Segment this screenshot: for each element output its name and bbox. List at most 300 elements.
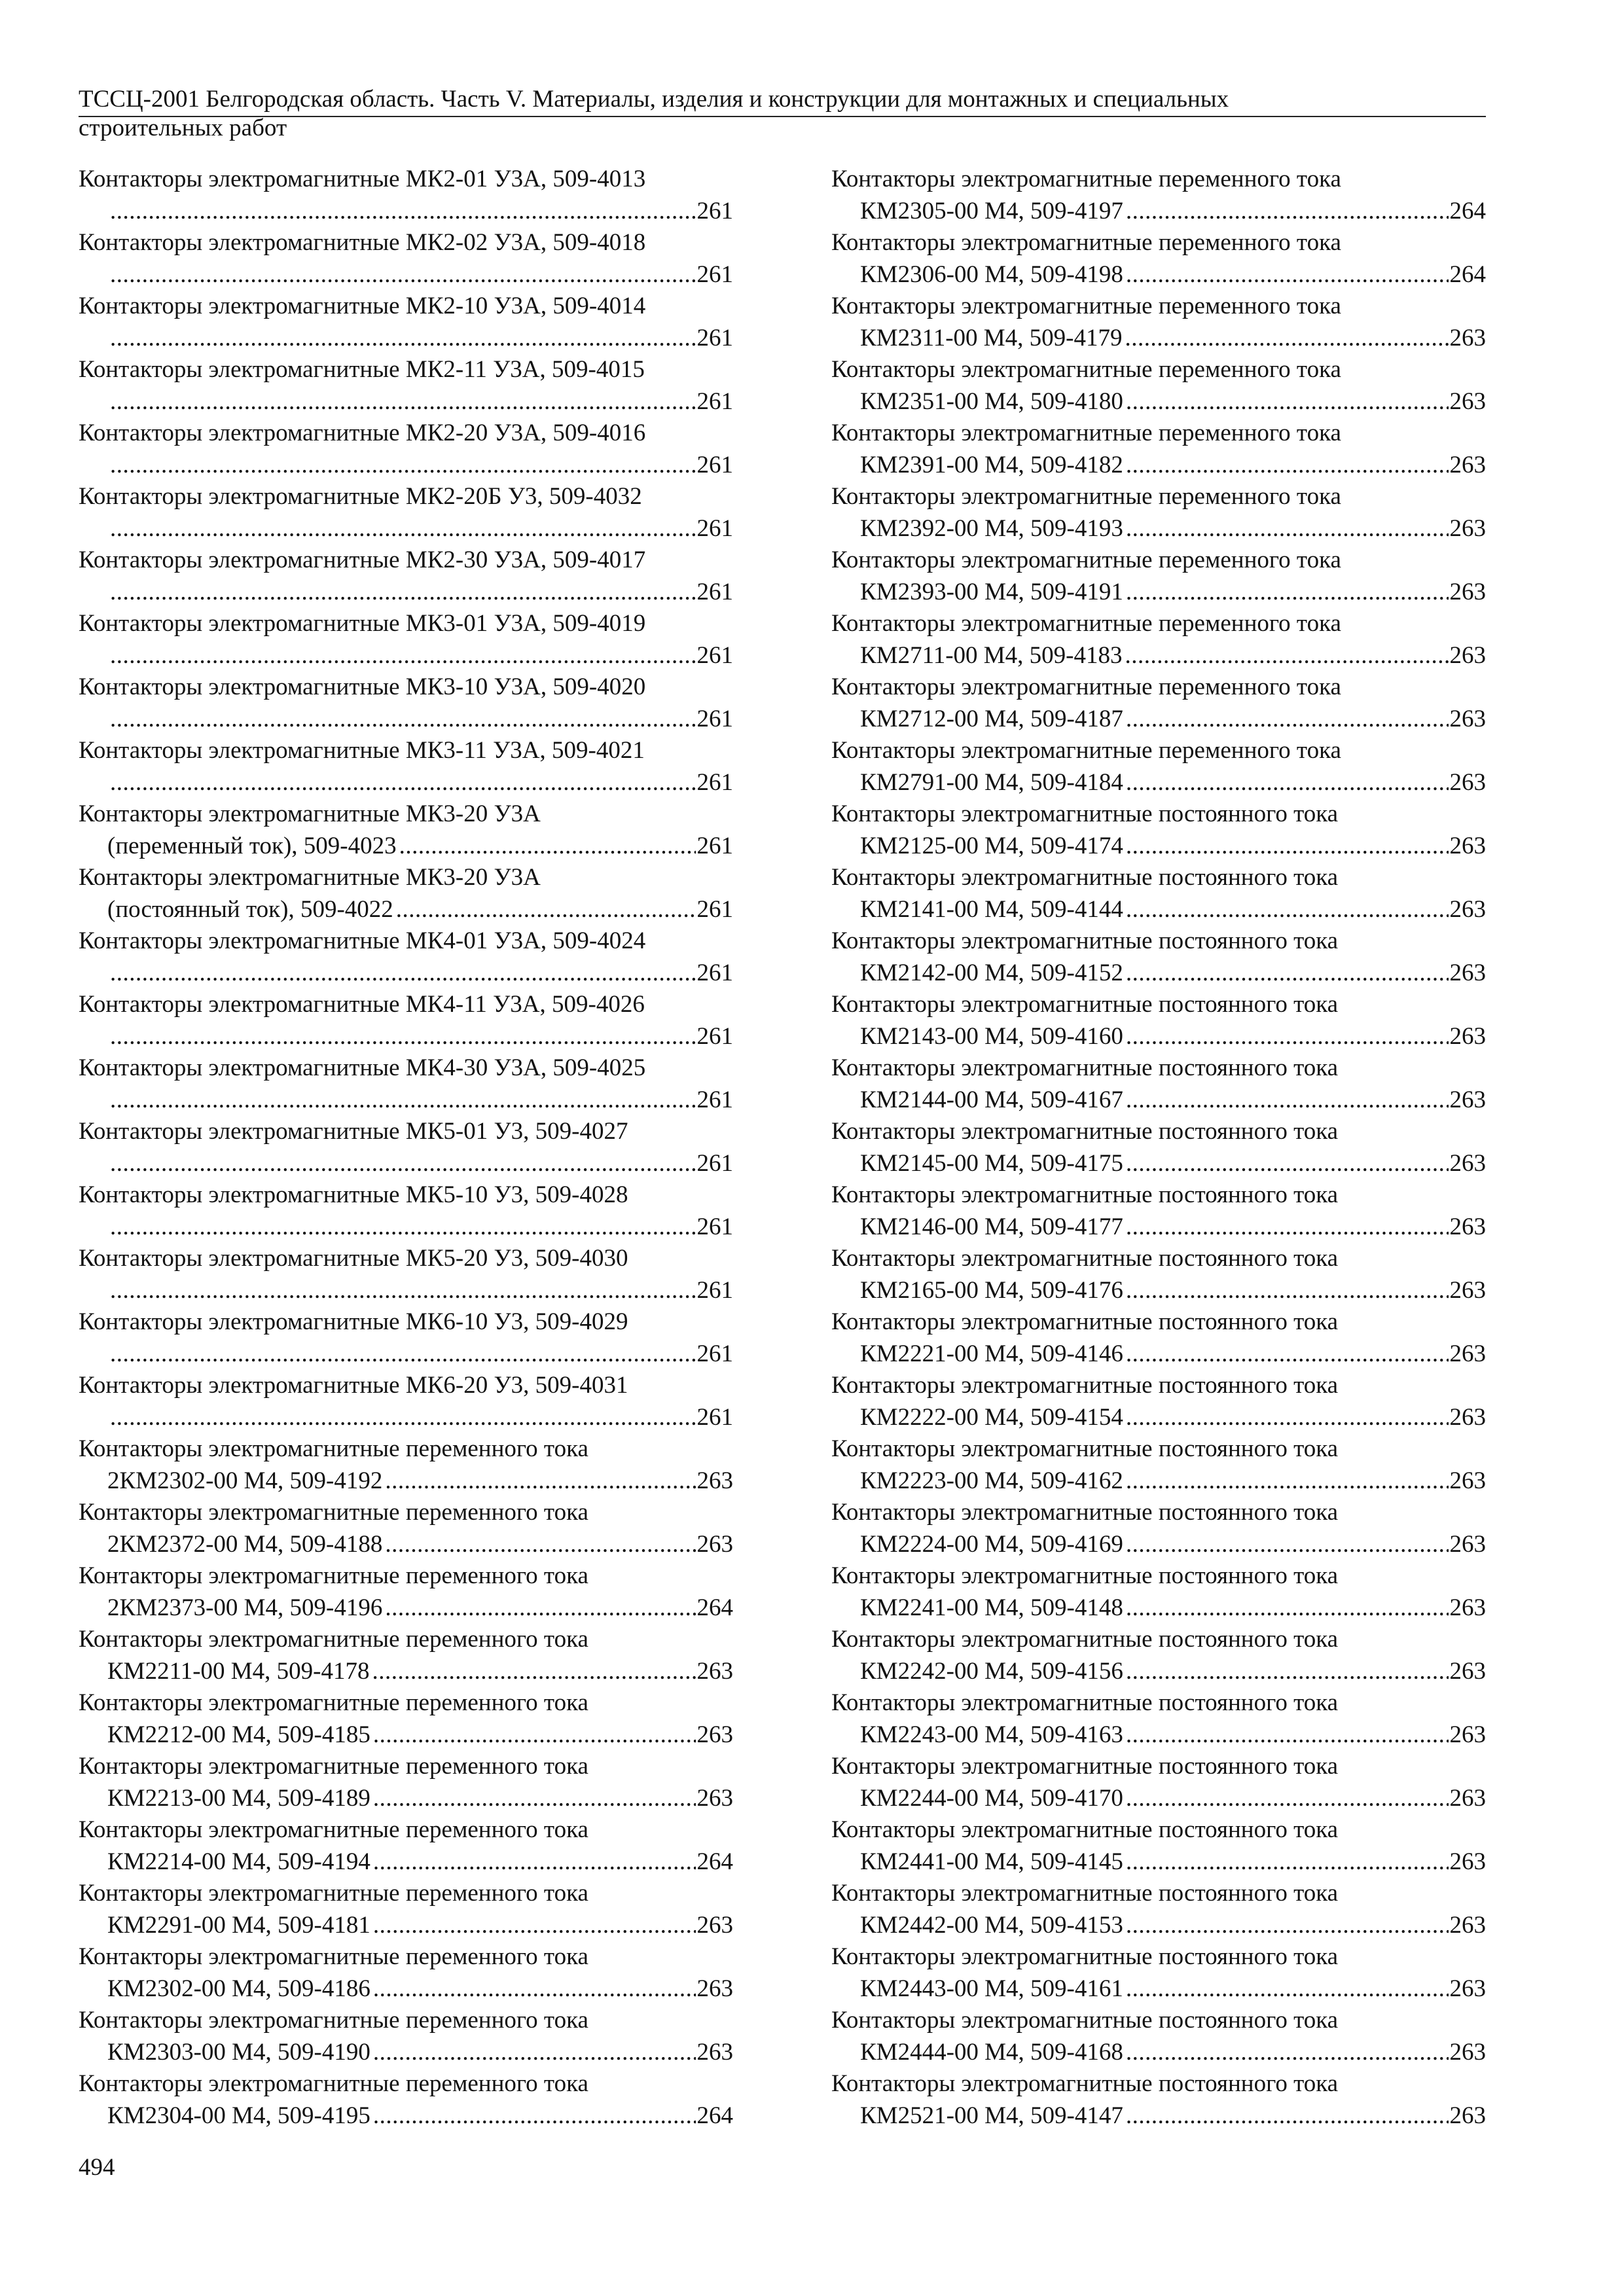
entry-title: Контакторы электромагнитные постоянного тока <box>831 1689 1339 1716</box>
entry-page-number: 261 <box>696 324 733 351</box>
entry-title: Контакторы электромагнитные постоянного тока <box>831 1308 1339 1335</box>
entry-page-number: 263 <box>1449 768 1486 796</box>
entry-designation: КМ2146-00 М4, 509-4177 <box>860 1213 1123 1240</box>
entry-leader-line <box>831 2100 1486 2132</box>
dot-leader <box>1126 1592 1449 1624</box>
entry-title: Контакторы электромагнитные переменного тока <box>79 1435 588 1462</box>
dot-leader <box>373 1846 696 1878</box>
entry-page-number: 261 <box>696 578 733 605</box>
entry-leader-line <box>79 450 733 482</box>
entry-leader-line <box>79 386 733 418</box>
index-entry <box>79 1814 733 1878</box>
entry-page-number: 264 <box>1449 260 1486 288</box>
entry-leader-line <box>831 1021 1486 1053</box>
dot-leader <box>110 259 696 291</box>
entry-leader-line <box>831 1656 1486 1688</box>
index-entry <box>831 1497 1486 1560</box>
entry-designation: КМ2243-00 М4, 509-4163 <box>860 1721 1123 1748</box>
entry-designation: КМ2306-00 М4, 509-4198 <box>860 260 1123 288</box>
entry-leader-line <box>79 704 733 736</box>
entry-title: Контакторы электромагнитные переменного тока <box>79 1943 588 1970</box>
entry-leader-line <box>831 1910 1486 1942</box>
index-entry <box>79 608 733 672</box>
entry-designation: 2КМ2302-00 М4, 509-4192 <box>107 1467 383 1494</box>
entry-leader-line <box>831 196 1486 228</box>
index-entry <box>79 354 733 418</box>
entry-title: Контакторы электромагнитные МК2-10 У3А, 509-4014 <box>79 293 646 319</box>
entry-title: Контакторы электромагнитные МК2-02 У3А, 509-4018 <box>79 229 646 256</box>
entry-leader-line <box>831 1719 1486 1751</box>
entry-title: Контакторы электромагнитные переменного тока <box>79 1816 588 1843</box>
entry-title: Контакторы электромагнитные переменного тока <box>79 2007 588 2034</box>
index-entry <box>79 1878 733 1941</box>
entry-leader-line <box>79 1211 733 1244</box>
entry-designation: КМ2144-00 М4, 509-4167 <box>860 1086 1123 1113</box>
index-entry <box>79 925 733 989</box>
entry-leader-line <box>79 831 733 863</box>
entry-leader-line <box>79 1148 733 1180</box>
entry-leader-line <box>831 958 1486 990</box>
entry-page-number: 263 <box>696 1911 733 1939</box>
entry-leader-line <box>79 1275 733 1307</box>
dot-leader <box>1126 196 1449 228</box>
index-entry <box>79 672 733 735</box>
entry-leader-line <box>831 894 1486 926</box>
entry-page-number: 263 <box>1449 1276 1486 1304</box>
index-column-right <box>831 164 1486 2132</box>
entry-leader-line <box>831 1338 1486 1371</box>
dot-leader <box>1125 323 1449 355</box>
dot-leader <box>1126 1719 1449 1751</box>
dot-leader <box>373 1973 696 2005</box>
entry-page-number: 263 <box>1449 1022 1486 1050</box>
dot-leader <box>110 323 696 355</box>
entry-title: Контакторы электромагнитные МК2-20 У3А, 509-4016 <box>79 420 646 446</box>
dot-leader <box>1125 640 1449 672</box>
entry-page-number: 261 <box>696 1022 733 1050</box>
header-rule <box>79 116 1486 117</box>
entry-leader-line <box>831 704 1486 736</box>
entry-leader-line <box>79 577 733 609</box>
index-entry <box>79 291 733 354</box>
index-entry <box>79 1052 733 1116</box>
index-entry <box>831 1052 1486 1116</box>
entry-title: Контакторы электромагнитные переменного тока <box>79 1626 588 1653</box>
entry-leader-line <box>831 323 1486 355</box>
entry-leader-line <box>831 1973 1486 2005</box>
dot-leader <box>110 1211 696 1244</box>
entry-designation: КМ2291-00 М4, 509-4181 <box>107 1911 370 1939</box>
entry-title: Контакторы электромагнитные МК2-20Б У3, 509-4032 <box>79 483 642 510</box>
entry-title: Контакторы электромагнитные постоянного тока <box>831 1816 1339 1843</box>
entry-designation: КМ2223-00 М4, 509-4162 <box>860 1467 1123 1494</box>
entry-page-number: 261 <box>696 641 733 669</box>
dot-leader <box>399 831 696 863</box>
entry-designation: КМ2145-00 М4, 509-4175 <box>860 1149 1123 1177</box>
entry-title: Контакторы электромагнитные МК3-11 У3А, 509-4021 <box>79 737 645 764</box>
entry-leader-line <box>831 1211 1486 1244</box>
entry-title: Контакторы электромагнитные переменного тока <box>79 1499 588 1526</box>
entry-designation: КМ2311-00 М4, 509-4179 <box>860 324 1123 351</box>
entry-leader-line <box>79 1783 733 1815</box>
entry-page-number: 263 <box>1449 1403 1486 1431</box>
entry-title: Контакторы электромагнитные МК5-20 У3, 509-4030 <box>79 1245 628 1272</box>
entry-designation: КМ2391-00 М4, 509-4182 <box>860 451 1123 478</box>
entry-page-number: 263 <box>1449 1340 1486 1367</box>
entry-title: Контакторы электромагнитные постоянного тока <box>831 1499 1339 1526</box>
index-entry <box>831 545 1486 608</box>
entry-page-number: 261 <box>696 832 733 859</box>
entry-page-number: 263 <box>696 1784 733 1812</box>
index-entry <box>79 1497 733 1560</box>
entry-title: Контакторы электромагнитные переменного тока <box>79 1562 588 1589</box>
entry-page-number: 264 <box>696 1594 733 1621</box>
entry-page-number: 263 <box>696 1975 733 2002</box>
entry-title: Контакторы электромагнитные постоянного тока <box>831 1181 1339 1208</box>
entry-page-number: 261 <box>696 260 733 288</box>
index-entry <box>831 1560 1486 1624</box>
entry-designation: КМ2211-00 М4, 509-4178 <box>107 1657 370 1685</box>
index-entry <box>831 1179 1486 1243</box>
header-title-line2: строительных работ <box>79 115 287 141</box>
entry-title: Контакторы электромагнитные МК6-10 У3, 509-4029 <box>79 1308 628 1335</box>
index-entry <box>79 735 733 798</box>
index-entry <box>831 1243 1486 1306</box>
index-entry <box>831 2005 1486 2068</box>
dot-leader <box>373 2100 696 2132</box>
entry-leader-line <box>831 767 1486 799</box>
entry-title: Контакторы электромагнитные постоянного тока <box>831 927 1339 954</box>
dot-leader <box>1126 831 1449 863</box>
entry-leader-line <box>79 1085 733 1117</box>
entry-title: Контакторы электромагнитные переменного тока <box>79 2070 588 2097</box>
entry-page-number: 261 <box>696 1149 733 1177</box>
entry-page-number: 263 <box>1449 832 1486 859</box>
entry-leader-line <box>79 1656 733 1688</box>
dot-leader <box>396 894 696 926</box>
index-entry <box>831 1814 1486 1878</box>
index-entry <box>831 989 1486 1052</box>
header-title-line1: ТССЦ-2001 Белгородская область. Часть V. Материалы, изделия и конструкции для монтажных и специальных <box>79 86 1229 113</box>
dot-leader <box>1126 2100 1449 2132</box>
entry-title: Контакторы электромагнитные постоянного тока <box>831 1054 1339 1081</box>
entry-page-number: 263 <box>1449 1911 1486 1939</box>
entry-title: Контакторы электромагнитные постоянного тока <box>831 1626 1339 1653</box>
dot-leader <box>110 450 696 482</box>
entry-designation: КМ2392-00 М4, 509-4193 <box>860 514 1123 542</box>
index-entry <box>79 1306 733 1370</box>
dot-leader <box>1126 1783 1449 1815</box>
entry-designation: КМ2242-00 М4, 509-4156 <box>860 1657 1123 1685</box>
entry-designation: (постоянный ток), 509-4022 <box>107 895 393 923</box>
entry-designation: КМ2303-00 М4, 509-4190 <box>107 2038 370 2066</box>
entry-title: Контакторы электромагнитные МК4-30 У3А, 509-4025 <box>79 1054 646 1081</box>
entry-designation: КМ2521-00 М4, 509-4147 <box>860 2102 1123 2129</box>
entry-page-number: 261 <box>696 1086 733 1113</box>
dot-leader <box>1126 1148 1449 1180</box>
dot-leader <box>385 1465 695 1498</box>
dot-leader <box>1126 1846 1449 1878</box>
entry-leader-line <box>831 640 1486 672</box>
index-entry <box>831 672 1486 735</box>
entry-designation: КМ2351-00 М4, 509-4180 <box>860 387 1123 415</box>
index-entry <box>79 1560 733 1624</box>
index-entry <box>79 1751 733 1814</box>
entry-title: Контакторы электромагнитные переменного тока <box>831 483 1341 510</box>
index-entry <box>79 1433 733 1497</box>
index-entry <box>79 989 733 1052</box>
entry-title: Контакторы электромагнитные МК3-01 У3А, 509-4019 <box>79 610 646 637</box>
dot-leader <box>1126 1338 1449 1371</box>
dot-leader <box>385 1529 695 1561</box>
dot-leader <box>1126 1021 1449 1053</box>
entry-title: Контакторы электромагнитные МК2-11 У3А, 509-4015 <box>79 356 645 383</box>
entry-title: Контакторы электромагнитные постоянного тока <box>831 1753 1339 1780</box>
entry-leader-line <box>831 1846 1486 1878</box>
entry-designation: КМ2791-00 М4, 509-4184 <box>860 768 1123 796</box>
entry-designation: КМ2143-00 М4, 509-4160 <box>860 1022 1123 1050</box>
entry-title: Контакторы электромагнитные постоянного тока <box>831 1118 1339 1145</box>
dot-leader <box>110 1148 696 1180</box>
entry-leader-line <box>79 640 733 672</box>
entry-designation: КМ2224-00 М4, 509-4169 <box>860 1530 1123 1558</box>
index-entry <box>831 735 1486 798</box>
entry-leader-line <box>831 1275 1486 1307</box>
dot-leader <box>110 196 696 228</box>
entry-title: Контакторы электромагнитные постоянного тока <box>831 1943 1339 1970</box>
running-header <box>79 85 1486 143</box>
entry-page-number: 264 <box>696 1848 733 1875</box>
entry-page-number: 263 <box>1449 2102 1486 2129</box>
dot-leader <box>110 513 696 545</box>
entry-leader-line <box>831 450 1486 482</box>
entry-leader-line <box>831 513 1486 545</box>
entry-title: Контакторы электромагнитные переменного тока <box>831 229 1341 256</box>
entry-page-number: 263 <box>1449 578 1486 605</box>
entry-leader-line <box>79 196 733 228</box>
entry-leader-line <box>79 1910 733 1942</box>
entry-page-number: 263 <box>1449 1721 1486 1748</box>
entry-leader-line <box>79 2100 733 2132</box>
index-entry <box>831 1941 1486 2005</box>
entry-leader-line <box>79 513 733 545</box>
entry-designation: КМ2241-00 М4, 509-4148 <box>860 1594 1123 1621</box>
index-entry <box>79 1687 733 1751</box>
index-entry <box>79 798 733 862</box>
dot-leader <box>110 1275 696 1307</box>
entry-leader-line <box>831 831 1486 863</box>
entry-leader-line <box>831 1783 1486 1815</box>
entry-page-number: 261 <box>696 1213 733 1240</box>
entry-title: Контакторы электромагнитные МК4-11 У3А, 509-4026 <box>79 991 645 1018</box>
entry-designation: КМ2222-00 М4, 509-4154 <box>860 1403 1123 1431</box>
entry-title: Контакторы электромагнитные МК3-20 У3А <box>79 864 541 891</box>
entry-title: Контакторы электромагнитные МК2-30 У3А, 509-4017 <box>79 547 646 573</box>
entry-designation: КМ2711-00 М4, 509-4183 <box>860 641 1123 669</box>
entry-title: Контакторы электромагнитные переменного тока <box>831 420 1341 446</box>
index-entry <box>831 1306 1486 1370</box>
entry-leader-line <box>79 1529 733 1561</box>
index-entry <box>831 1687 1486 1751</box>
entry-title: Контакторы электромагнитные МК5-01 У3, 509-4027 <box>79 1118 628 1145</box>
entry-title: Контакторы электромагнитные МК2-01 У3А, 509-4013 <box>79 166 646 192</box>
page-number: 494 <box>79 2154 115 2181</box>
entry-page-number: 263 <box>1449 1467 1486 1494</box>
entry-page-number: 263 <box>696 2038 733 2066</box>
index-entry <box>79 481 733 545</box>
dot-leader <box>1126 259 1449 291</box>
index-entry <box>831 1433 1486 1497</box>
dot-leader <box>110 767 696 799</box>
entry-page-number: 263 <box>1449 641 1486 669</box>
index-entry <box>79 1243 733 1306</box>
entry-page-number: 263 <box>1449 895 1486 923</box>
entry-page-number: 263 <box>1449 705 1486 732</box>
entry-title: Контакторы электромагнитные переменного тока <box>79 1753 588 1780</box>
entry-title: Контакторы электромагнитные постоянного тока <box>831 1435 1339 1462</box>
index-entry <box>831 1878 1486 1941</box>
dot-leader <box>1126 894 1449 926</box>
index-entry <box>79 2005 733 2068</box>
dot-leader <box>1126 1085 1449 1117</box>
dot-leader <box>1126 767 1449 799</box>
dot-leader <box>1126 577 1449 609</box>
entry-page-number: 263 <box>1449 1594 1486 1621</box>
entry-leader-line <box>79 958 733 990</box>
index-entry <box>831 608 1486 672</box>
entry-title: Контакторы электромагнитные переменного тока <box>831 356 1341 383</box>
entry-page-number: 263 <box>1449 959 1486 986</box>
entry-title: Контакторы электромагнитные постоянного тока <box>831 800 1339 827</box>
entry-page-number: 263 <box>696 1467 733 1494</box>
entry-leader-line <box>79 1338 733 1371</box>
entry-title: Контакторы электромагнитные переменного тока <box>831 737 1341 764</box>
index-entry <box>79 1941 733 2005</box>
dot-leader <box>110 958 696 990</box>
entry-page-number: 263 <box>1449 1975 1486 2002</box>
entry-page-number: 261 <box>696 451 733 478</box>
entry-page-number: 263 <box>1449 1848 1486 1875</box>
entry-page-number: 263 <box>1449 1784 1486 1812</box>
entry-leader-line <box>831 259 1486 291</box>
dot-leader <box>373 1783 696 1815</box>
dot-leader <box>110 1338 696 1371</box>
index-entry <box>831 925 1486 989</box>
entry-designation: КМ2712-00 М4, 509-4187 <box>860 705 1123 732</box>
entry-leader-line <box>79 894 733 926</box>
entry-title: Контакторы электромагнитные постоянного тока <box>831 864 1339 891</box>
dot-leader <box>373 1719 696 1751</box>
entry-title: Контакторы электромагнитные МК3-20 У3А <box>79 800 541 827</box>
entry-designation: КМ2165-00 М4, 509-4176 <box>860 1276 1123 1304</box>
dot-leader <box>373 2037 696 2069</box>
entry-page-number: 264 <box>1449 197 1486 224</box>
entry-page-number: 263 <box>1449 387 1486 415</box>
entry-designation: КМ2213-00 М4, 509-4189 <box>107 1784 370 1812</box>
dot-leader <box>1126 958 1449 990</box>
entry-designation: КМ2212-00 М4, 509-4185 <box>107 1721 370 1748</box>
entry-page-number: 263 <box>696 1721 733 1748</box>
index-entry <box>831 291 1486 354</box>
dot-leader <box>1126 1402 1449 1434</box>
entry-leader-line <box>79 1402 733 1434</box>
entry-title: Контакторы электромагнитные переменного тока <box>79 1880 588 1907</box>
index-entry <box>831 227 1486 291</box>
dot-leader <box>385 1592 695 1624</box>
index-entry <box>79 227 733 291</box>
entry-leader-line <box>831 1529 1486 1561</box>
entry-title: Контакторы электромагнитные постоянного тока <box>831 991 1339 1018</box>
entry-title: Контакторы электромагнитные МК6-20 У3, 509-4031 <box>79 1372 628 1399</box>
entry-leader-line <box>79 323 733 355</box>
index-entry <box>831 862 1486 925</box>
entry-page-number: 263 <box>1449 1530 1486 1558</box>
entry-title: Контакторы электромагнитные переменного тока <box>831 547 1341 573</box>
entry-designation: КМ2444-00 М4, 509-4168 <box>860 2038 1123 2066</box>
dot-leader <box>1126 1275 1449 1307</box>
dot-leader <box>110 386 696 418</box>
index-entry <box>79 164 733 227</box>
entry-page-number: 261 <box>696 1403 733 1431</box>
dot-leader <box>1126 1973 1449 2005</box>
entry-designation: КМ2125-00 М4, 509-4174 <box>860 832 1123 859</box>
entry-leader-line <box>79 1465 733 1498</box>
entry-page-number: 263 <box>1449 324 1486 351</box>
index-entry <box>79 545 733 608</box>
dot-leader <box>1126 450 1449 482</box>
entry-leader-line <box>79 1719 733 1751</box>
entry-leader-line <box>79 767 733 799</box>
index-column-left <box>79 164 733 2132</box>
entry-leader-line <box>831 1085 1486 1117</box>
entry-page-number: 264 <box>696 2102 733 2129</box>
entry-designation: КМ2302-00 М4, 509-4186 <box>107 1975 370 2002</box>
entry-title: Контакторы электромагнитные постоянного тока <box>831 1562 1339 1589</box>
entry-designation: 2КМ2372-00 М4, 509-4188 <box>107 1530 383 1558</box>
entry-page-number: 263 <box>1449 1149 1486 1177</box>
index-entry <box>831 1116 1486 1179</box>
entry-page-number: 261 <box>696 895 733 923</box>
entry-page-number: 263 <box>696 1657 733 1685</box>
entry-title: Контакторы электромагнитные переменного тока <box>831 166 1341 192</box>
entry-title: Контакторы электромагнитные МК5-10 У3, 509-4028 <box>79 1181 628 1208</box>
entry-page-number: 263 <box>1449 514 1486 542</box>
entry-page-number: 261 <box>696 1340 733 1367</box>
entry-title: Контакторы электромагнитные МК4-01 У3А, 509-4024 <box>79 927 646 954</box>
entry-page-number: 263 <box>1449 2038 1486 2066</box>
entry-leader-line <box>831 1402 1486 1434</box>
dot-leader <box>110 640 696 672</box>
dot-leader <box>1126 1910 1449 1942</box>
entry-leader-line <box>79 1973 733 2005</box>
dot-leader <box>1126 1656 1449 1688</box>
entry-designation: КМ2142-00 М4, 509-4152 <box>860 959 1123 986</box>
entry-designation: КМ2141-00 М4, 509-4144 <box>860 895 1123 923</box>
entry-leader-line <box>79 1592 733 1624</box>
index-entry <box>831 418 1486 481</box>
entry-title: Контакторы электромагнитные постоянного тока <box>831 1245 1339 1272</box>
entry-designation: КМ2393-00 М4, 509-4191 <box>860 578 1123 605</box>
entry-designation: КМ2214-00 М4, 509-4194 <box>107 1848 370 1875</box>
dot-leader <box>372 1656 696 1688</box>
entry-designation: КМ2304-00 М4, 509-4195 <box>107 2102 370 2129</box>
entry-leader-line <box>831 577 1486 609</box>
entry-designation: КМ2221-00 М4, 509-4146 <box>860 1340 1123 1367</box>
entry-leader-line <box>79 1846 733 1878</box>
entry-designation: КМ2305-00 М4, 509-4197 <box>860 197 1123 224</box>
dot-leader <box>110 1085 696 1117</box>
index-entry <box>831 481 1486 545</box>
